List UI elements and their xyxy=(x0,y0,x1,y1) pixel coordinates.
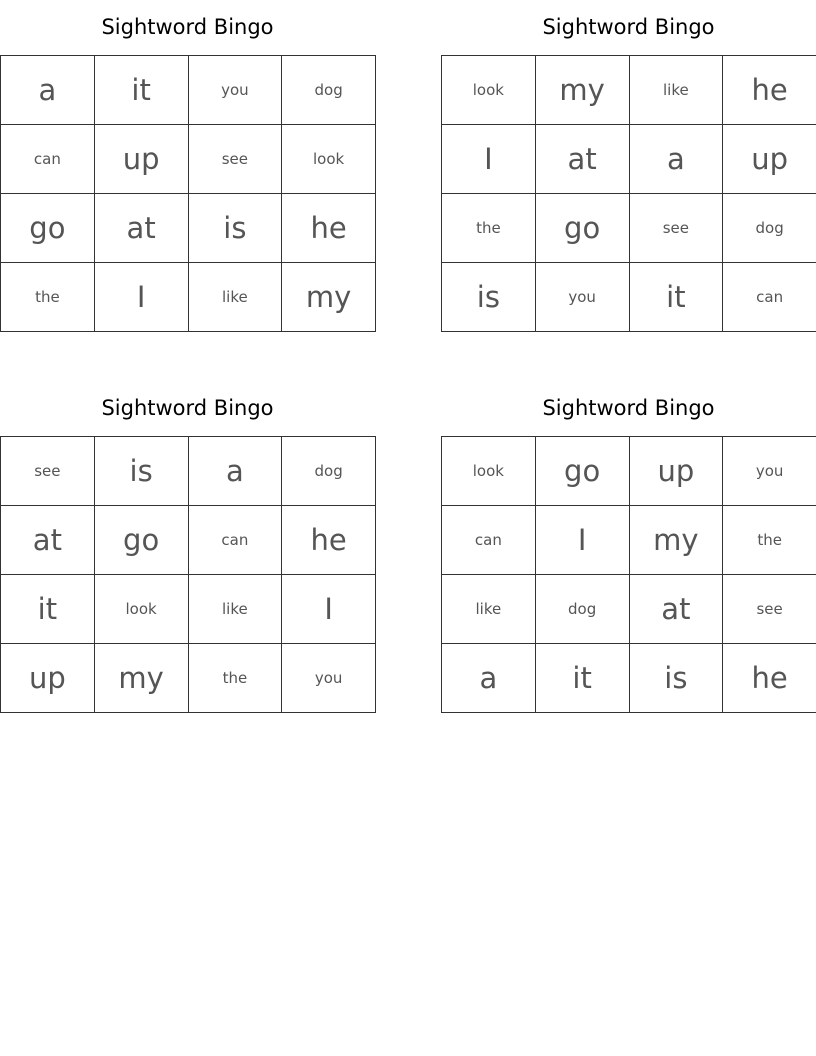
grid-cell: up xyxy=(1,644,95,713)
grid-cell: the xyxy=(723,506,816,575)
grid-cell: he xyxy=(282,194,376,263)
grid-cell: my xyxy=(282,263,376,332)
grid-cell: is xyxy=(94,437,188,506)
grid-cell: can xyxy=(442,506,536,575)
grid-cell: at xyxy=(94,194,188,263)
grid-row xyxy=(442,506,816,575)
grid-row xyxy=(442,644,816,713)
bingo-card-3 xyxy=(0,381,375,713)
grid-cell: like xyxy=(188,575,282,644)
grid-cell: at xyxy=(1,506,95,575)
grid-cell: at xyxy=(629,575,723,644)
grid-row xyxy=(1,575,376,644)
grid-cell: the xyxy=(1,263,95,332)
grid-cell: look xyxy=(442,56,536,125)
grid-cell: I xyxy=(94,263,188,332)
grid-cell: can xyxy=(723,263,816,332)
grid-cell: up xyxy=(723,125,816,194)
grid-cell: it xyxy=(94,56,188,125)
grid-cell: dog xyxy=(723,194,816,263)
grid-cell: it xyxy=(629,263,723,332)
grid-cell: a xyxy=(442,644,536,713)
grid-cell: like xyxy=(629,56,723,125)
grid-cell: he xyxy=(723,644,816,713)
grid-cell: go xyxy=(535,437,629,506)
grid-cell: you xyxy=(282,644,376,713)
grid-cell: dog xyxy=(282,56,376,125)
grid-row xyxy=(442,263,816,332)
grid-row xyxy=(1,437,376,506)
grid-row xyxy=(442,575,816,644)
grid-row xyxy=(1,644,376,713)
grid-cell: at xyxy=(535,125,629,194)
bingo-grid xyxy=(441,55,816,332)
grid-cell: like xyxy=(442,575,536,644)
grid-row xyxy=(442,125,816,194)
bingo-card-2 xyxy=(441,0,816,332)
grid-cell: I xyxy=(282,575,376,644)
grid-cell: can xyxy=(1,125,95,194)
card-title: Sightword Bingo xyxy=(101,15,274,39)
grid-row xyxy=(442,194,816,263)
grid-cell: see xyxy=(188,125,282,194)
grid-cell: a xyxy=(1,56,95,125)
grid-cell: I xyxy=(535,506,629,575)
grid-cell: my xyxy=(629,506,723,575)
grid-row xyxy=(442,56,816,125)
card-title: Sightword Bingo xyxy=(542,15,715,39)
bingo-card-4 xyxy=(441,381,816,713)
bingo-grid xyxy=(0,55,376,332)
grid-cell: is xyxy=(629,644,723,713)
grid-cell: you xyxy=(188,56,282,125)
grid-cell: my xyxy=(94,644,188,713)
grid-cell: up xyxy=(629,437,723,506)
grid-cell: dog xyxy=(535,575,629,644)
grid-cell: I xyxy=(442,125,536,194)
card-title: Sightword Bingo xyxy=(101,396,274,420)
grid-row xyxy=(442,437,816,506)
grid-cell: see xyxy=(629,194,723,263)
grid-cell: like xyxy=(188,263,282,332)
bingo-grid xyxy=(0,436,376,713)
grid-cell: see xyxy=(723,575,816,644)
grid-cell: he xyxy=(282,506,376,575)
grid-row xyxy=(1,194,376,263)
grid-cell: the xyxy=(188,644,282,713)
grid-cell: go xyxy=(535,194,629,263)
grid-cell: he xyxy=(723,56,816,125)
grid-row xyxy=(1,56,376,125)
grid-cell: can xyxy=(188,506,282,575)
grid-cell: a xyxy=(629,125,723,194)
grid-cell: look xyxy=(282,125,376,194)
grid-cell: see xyxy=(1,437,95,506)
grid-cell: my xyxy=(535,56,629,125)
grid-cell: is xyxy=(442,263,536,332)
bingo-card-1 xyxy=(0,0,375,332)
grid-cell: the xyxy=(442,194,536,263)
grid-cell: it xyxy=(535,644,629,713)
grid-row xyxy=(1,125,376,194)
grid-cell: dog xyxy=(282,437,376,506)
grid-cell: look xyxy=(94,575,188,644)
grid-cell: you xyxy=(723,437,816,506)
grid-cell: you xyxy=(535,263,629,332)
grid-cell: a xyxy=(188,437,282,506)
card-title: Sightword Bingo xyxy=(542,396,715,420)
grid-row xyxy=(1,263,376,332)
bingo-grid xyxy=(441,436,816,713)
grid-cell: up xyxy=(94,125,188,194)
grid-cell: look xyxy=(442,437,536,506)
grid-cell: it xyxy=(1,575,95,644)
grid-cell: go xyxy=(1,194,95,263)
grid-cell: go xyxy=(94,506,188,575)
grid-row xyxy=(1,506,376,575)
grid-cell: is xyxy=(188,194,282,263)
